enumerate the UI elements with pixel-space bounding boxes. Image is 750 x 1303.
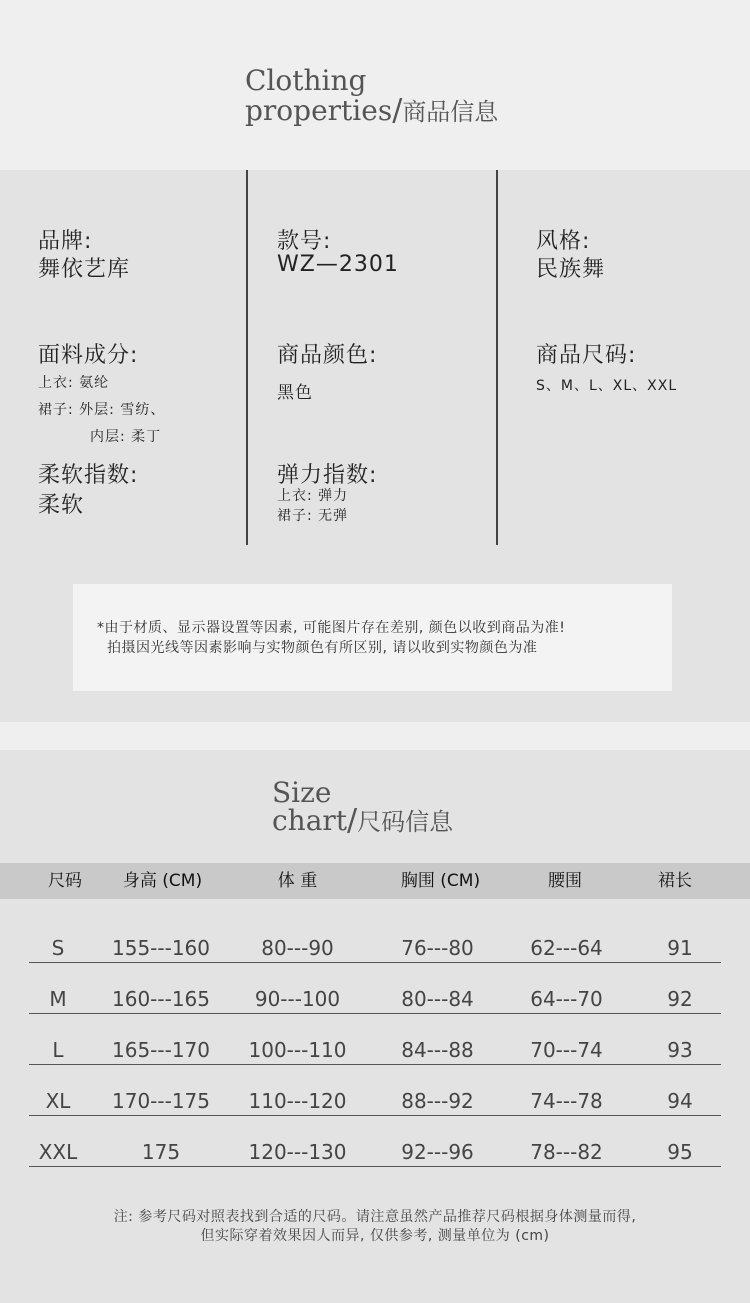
- color-label: 商品颜色:: [277, 343, 378, 368]
- elastic-line-1: 上衣: 弹力: [277, 488, 349, 504]
- header-size: 尺码: [48, 871, 82, 891]
- cell-chest: 84---88: [401, 1038, 474, 1062]
- column-divider-2: [496, 170, 498, 545]
- cell-size: S: [51, 936, 65, 960]
- properties-title-slash: /: [392, 93, 403, 128]
- notice-line-1: *由于材质、显示器设置等因素, 可能图片存在差别, 颜色以收到商品为准!: [97, 620, 566, 636]
- size-note-line-1: 注: 参考尺码对照表找到合适的尺码。请注意虽然产品推荐尺码根据身体测量而得,: [113, 1209, 637, 1225]
- size-title-en-2: chart: [272, 804, 348, 837]
- softness-label: 柔软指数:: [38, 463, 139, 488]
- cell-chest: 80---84: [401, 987, 474, 1011]
- properties-header: [0, 0, 750, 170]
- size-note-line-2: 但实际穿着效果因人而异, 仅供参考, 测量单位为 (cm): [200, 1228, 550, 1244]
- cell-waist: 70---74: [530, 1038, 603, 1062]
- table-row: [29, 963, 721, 1014]
- cell-skirt-length: 92: [667, 987, 693, 1011]
- cell-weight: 80---90: [261, 936, 334, 960]
- properties-title-row: [245, 92, 498, 128]
- fabric-label: 面料成分:: [38, 343, 139, 368]
- properties-title-cn: 商品信息: [402, 98, 499, 126]
- model-label: 款号:: [277, 229, 332, 254]
- cell-weight: 100---110: [248, 1038, 347, 1062]
- fabric-line-2: 裙子: 外层: 雪纺、: [38, 402, 166, 418]
- cell-chest: 88---92: [401, 1089, 474, 1113]
- fabric-line-1: 上衣: 氨纶: [38, 375, 110, 391]
- cell-size: L: [52, 1038, 64, 1062]
- header-weight: 体 重: [277, 871, 318, 891]
- header-chest: 胸围 (CM): [400, 871, 481, 891]
- column-divider-1: [246, 170, 248, 545]
- properties-title-en-1: Clothing: [245, 64, 367, 97]
- size-value: S、M、L、XL、XXL: [536, 378, 678, 394]
- cell-height: 155---160: [112, 936, 210, 960]
- table-row: [29, 1065, 721, 1116]
- cell-size: M: [49, 987, 67, 1011]
- cell-skirt-length: 95: [667, 1140, 693, 1164]
- color-notice-box: [73, 584, 672, 691]
- cell-waist: 78---82: [530, 1140, 603, 1164]
- model-value: WZ—2301: [277, 252, 399, 277]
- size-title-en-1: Size: [272, 776, 332, 809]
- cell-weight: 110---120: [248, 1089, 347, 1113]
- cell-chest: 76---80: [401, 936, 474, 960]
- size-title-slash: /: [347, 803, 358, 838]
- cell-waist: 62---64: [530, 936, 603, 960]
- brand-value: 舞依艺库: [38, 257, 131, 282]
- cell-skirt-length: 94: [667, 1089, 693, 1113]
- softness-value: 柔软: [38, 493, 85, 518]
- cell-waist: 74---78: [530, 1089, 603, 1113]
- cell-skirt-length: 93: [667, 1038, 693, 1062]
- header-height: 身高 (CM): [122, 871, 203, 891]
- elastic-label: 弹力指数:: [277, 463, 378, 488]
- size-label: 商品尺码:: [536, 343, 637, 368]
- properties-info: [0, 170, 750, 722]
- table-row: [29, 912, 721, 963]
- size-chart-header: [0, 750, 750, 863]
- brand-label: 品牌:: [38, 229, 93, 254]
- cell-height: 175: [141, 1140, 181, 1164]
- cell-size: XL: [45, 1089, 71, 1113]
- cell-chest: 92---96: [401, 1140, 474, 1164]
- style-label: 风格:: [536, 229, 591, 254]
- size-title-row: [272, 802, 453, 838]
- cell-weight: 90---100: [254, 987, 341, 1011]
- cell-height: 165---170: [112, 1038, 210, 1062]
- style-value: 民族舞: [536, 257, 606, 282]
- header-skirt-length: 裙长: [658, 871, 692, 891]
- header-waist: 腰围: [548, 871, 582, 891]
- notice-line-2: 拍摄因光线等因素影响与实物颜色有所区别, 请以收到实物颜色为准: [107, 640, 538, 656]
- cell-height: 160---165: [112, 987, 210, 1011]
- cell-skirt-length: 91: [667, 936, 693, 960]
- table-row: [29, 1014, 721, 1065]
- cell-weight: 120---130: [248, 1140, 347, 1164]
- cell-waist: 64---70: [530, 987, 603, 1011]
- cell-size: XXL: [38, 1140, 78, 1164]
- cell-height: 170---175: [112, 1089, 210, 1113]
- fabric-line-3: 内层: 柔丁: [90, 429, 162, 445]
- properties-title-en-2: properties: [245, 94, 393, 127]
- section-separator: [0, 722, 750, 750]
- elastic-line-2: 裙子: 无弹: [277, 508, 349, 524]
- color-value: 黑色: [277, 383, 313, 403]
- size-chart: [0, 750, 750, 1303]
- size-title-cn: 尺码信息: [357, 808, 454, 836]
- table-row: [29, 1116, 721, 1167]
- size-table-header: [0, 863, 750, 899]
